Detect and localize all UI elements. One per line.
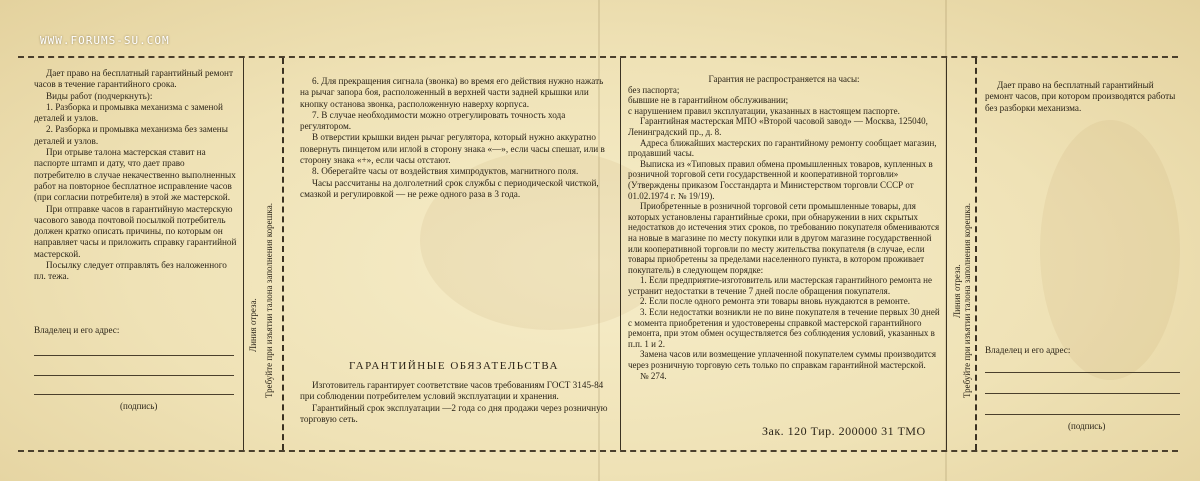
vertical-requirement: Требуйте при изъятии талона заполнения корешка.: [264, 202, 274, 398]
middle-column: [300, 76, 608, 200]
rules-item-2: 2. Если после одного ремонта эти товары вновь нуждаются в ремонте.: [640, 296, 910, 307]
guarantee-heading: ГАРАНТИЙНЫЕ ОБЯЗАТЕЛЬСТВА: [349, 360, 559, 372]
doc-number: № 274.: [640, 370, 667, 381]
workshop-note: Адреса ближайших мастерских по гарантийному ремонту сообщает магазин, продавший часы.: [628, 137, 937, 159]
owner-line: [985, 372, 1180, 373]
guarantee-1: Изготовитель гарантирует соответствие часов требованиям ГОСТ 3145-84 при соблюдении потребителем условий эксплуатации и хранения.: [300, 380, 604, 402]
frame-bottom-border: [18, 450, 1178, 454]
exclusion-2: бывшие не в гарантийном обслуживании;: [628, 95, 789, 106]
instruction-7b: В отверстии крышки виден рычаг регулятора, который нужно аккуратно повернуть пинцетом или иглой в сторону знака «—», если часы спешат, или в сторону знака «+», если часы отстают.: [300, 132, 605, 166]
signature-line: [34, 394, 234, 395]
frame-top-border: [18, 56, 1178, 60]
coupon-intro: Дает право на бесплатный гарантийный ремонт часов в течение гарантийного срока.: [34, 68, 233, 90]
rules-para-a: Приобретенные в розничной торговой сети промышленные товары, для которых установлены гарантийные сроки, при обнаружении в них скрытых недостатков до истечения этих сроков, по требованию покупателя обмениваются на новые в магазине по месту покупки или в другом магазине государственной или кооперативной торговли по месту жительства покупателя (в случае, если товары приобретены за пределами населенного пункта, в котором проживает покупатель) в следующем порядке:: [628, 201, 940, 275]
divider-line: [620, 58, 621, 450]
owner-line: [34, 375, 234, 376]
signature-line: [985, 414, 1180, 415]
cut-line: [282, 58, 284, 450]
owner-line: [34, 355, 234, 356]
vertical-requirement: Требуйте при изъятии талона заполнения корешка.: [962, 202, 972, 398]
exclusions-title: Гарантия не распространяется на часы:: [708, 74, 860, 84]
workshop-address: Гарантийная мастерская МПО «Второй часовой завод» — Москва, 125040, Ленинградский пр., д. 8.: [628, 116, 928, 137]
instruction-9: Часы рассчитаны на долголетний срок службы с периодической чисткой, смазкой и регулировкой — не реже одного раза в 3 года.: [300, 177, 599, 199]
work-option-1: 1. Разборка и промывка механизма с заменой деталей и узлов.: [34, 101, 223, 124]
exclusion-3: с нарушением правил эксплуатации, указанных в настоящем паспорте.: [628, 105, 900, 116]
work-option-2: 2. Разборка и промывка механизма без замены деталей и узлов.: [34, 124, 228, 146]
mail-paragraph: При отправке часов в гарантийную мастерскую часового завода почтовой посылкой потребитель должен кратко описать причины, по которым он направляет часы и приложить справку гарантийной мастерской.: [34, 203, 237, 259]
watermark: WWW.FORUMS-SU.COM: [40, 34, 170, 47]
signature-label: (подпись): [1068, 421, 1106, 431]
right-coupon: [985, 80, 1181, 114]
owner-label: Владелец и его адрес:: [985, 345, 1071, 355]
owner-line: [985, 393, 1180, 394]
vertical-cut-label: Линия отреза.: [248, 298, 258, 352]
stamp-paragraph: При отрыве талона мастерская ставит на паспорте штамп и дату, что дает право потребителю в случае некачественно выполненных работ на повторное бесплатное исправление часов (при согласии потребителя) в этой же мастерской.: [34, 147, 236, 203]
right-main-column: [628, 74, 940, 381]
cut-line: [975, 58, 977, 450]
instruction-6: 6. Для прекращения сигнала (звонка) во время его действия нужно нажать на рычаг запора боя, расположенный в верхней части задней крышки или кнопку останова звонка, расположенную наверху корпуса.: [300, 76, 604, 109]
vertical-cut-label: Линия отреза.: [952, 264, 962, 318]
owner-label: Владелец и его адрес:: [34, 325, 120, 335]
instruction-7: 7. В случае необходимости можно отрегулировать точность хода регулятором.: [300, 109, 566, 132]
guarantee-2: Гарантийный срок эксплуатации —2 года со дня продажи через розничную торговую сеть.: [300, 402, 608, 424]
exclusion-1: без паспорта;: [628, 84, 680, 95]
rules-para-b: Замена часов или возмещение уплаченной покупателем суммы производится через розничную торговую сеть только по справкам гарантийной мастерской.: [628, 349, 937, 371]
rules-item-1: 1. Если предприятие-изготовитель или мастерская гарантийного ремонта не устранит недостатки в течение 7 дней после обращения покупателя.: [628, 275, 932, 296]
rules-item-3: 3. Если недостатки возникли не по вине покупателя в течение первых 30 дней с момента приобретения и удостоверены справкой мастерской гарантийного ремонта, при этом обмен осуществляется без соблюдения условий, указанных в п.п. 1 и 2.: [628, 307, 940, 349]
works-title: Виды работ (подчеркнуть):: [46, 90, 153, 101]
left-coupon: [34, 68, 238, 283]
signature-label: (подпись): [120, 401, 158, 411]
cod-paragraph: Посылку следует отправлять без наложенного пл. тежа.: [34, 260, 227, 282]
rules-extract: Выписка из «Типовых правил обмена промышленных товаров, купленных в розничной торговой сети государственной и кооперативной торговли» (Утверждены приказом Госстандарта и Министерством торговли СССР от 01.02.1974 г. № 19/19).: [628, 158, 933, 201]
print-order: Зак. 120 Тир. 200000 31 ТМО: [762, 424, 926, 438]
paper-stain: [1040, 120, 1180, 380]
instruction-8: 8. Оберегайте часы от воздействия химпродуктов, магнитного поля.: [312, 166, 579, 177]
divider-line: [946, 58, 947, 450]
guarantee-text: [300, 380, 608, 425]
coupon-intro: Дает право на бесплатный гарантийный ремонт часов, при котором производятся работы без разборки механизма.: [985, 80, 1176, 113]
divider-line: [243, 58, 244, 450]
